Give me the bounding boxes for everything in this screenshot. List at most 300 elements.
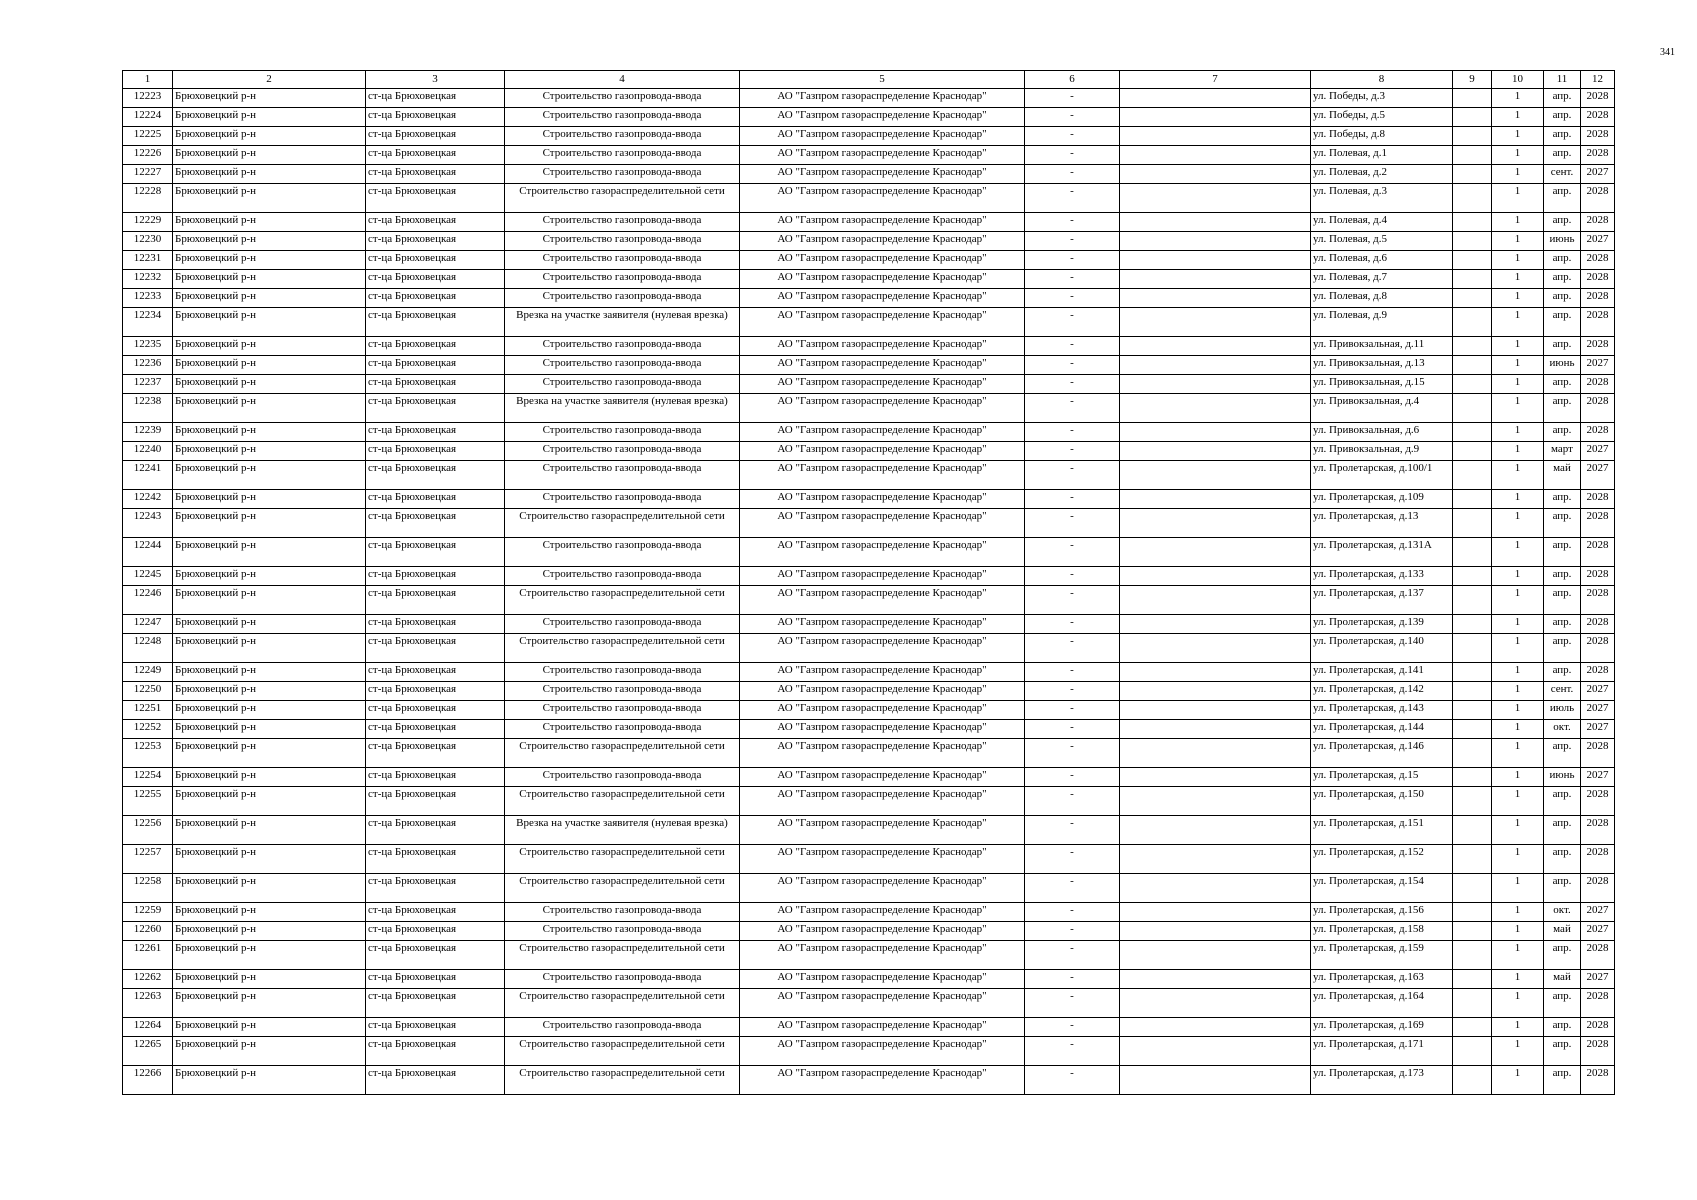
- organization-cell: АО "Газпром газораспределение Краснодар": [740, 615, 1025, 634]
- work-type-cell: Строительство газопровода-ввода: [505, 615, 740, 634]
- table-row: [123, 442, 1615, 461]
- work-type-cell: Строительство газопровода-ввода: [505, 108, 740, 127]
- table-row: [123, 768, 1615, 787]
- month-cell: апр.: [1544, 108, 1581, 127]
- column-6-cell: -: [1025, 461, 1120, 490]
- quantity-cell: 1: [1492, 682, 1544, 701]
- organization-cell: АО "Газпром газораспределение Краснодар": [740, 874, 1025, 903]
- district-cell: Брюховецкий р-н: [173, 922, 366, 941]
- month-cell: май: [1544, 970, 1581, 989]
- column-6-cell: -: [1025, 165, 1120, 184]
- row-number-cell: 12238: [123, 394, 173, 423]
- year-cell: 2028: [1581, 213, 1615, 232]
- year-cell: 2028: [1581, 845, 1615, 874]
- year-cell: 2028: [1581, 538, 1615, 567]
- quantity-cell: 1: [1492, 184, 1544, 213]
- work-type-cell: Врезка на участке заявителя (нулевая врезка): [505, 394, 740, 423]
- quantity-cell: 1: [1492, 108, 1544, 127]
- year-cell: 2027: [1581, 701, 1615, 720]
- quantity-cell: 1: [1492, 394, 1544, 423]
- month-cell: сент.: [1544, 682, 1581, 701]
- column-7-cell: [1120, 394, 1311, 423]
- month-cell: апр.: [1544, 289, 1581, 308]
- year-cell: 2028: [1581, 567, 1615, 586]
- year-cell: 2028: [1581, 874, 1615, 903]
- column-7-cell: [1120, 567, 1311, 586]
- table-row: [123, 816, 1615, 845]
- column-6-cell: -: [1025, 720, 1120, 739]
- quantity-cell: 1: [1492, 165, 1544, 184]
- month-cell: апр.: [1544, 739, 1581, 768]
- address-cell: ул. Пролетарская, д.150: [1311, 787, 1453, 816]
- row-number-cell: 12236: [123, 356, 173, 375]
- work-type-cell: Врезка на участке заявителя (нулевая врезка): [505, 308, 740, 337]
- work-type-cell: Строительство газопровода-ввода: [505, 1018, 740, 1037]
- column-7-cell: [1120, 941, 1311, 970]
- year-cell: 2028: [1581, 941, 1615, 970]
- month-cell: апр.: [1544, 394, 1581, 423]
- data-table: [122, 70, 1615, 1095]
- column-header-6: 6: [1025, 71, 1120, 89]
- row-number-cell: 12239: [123, 423, 173, 442]
- month-cell: июль: [1544, 701, 1581, 720]
- column-9-cell: [1453, 720, 1492, 739]
- address-cell: ул. Полевая, д.9: [1311, 308, 1453, 337]
- table-row: [123, 845, 1615, 874]
- column-7-cell: [1120, 184, 1311, 213]
- year-cell: 2028: [1581, 289, 1615, 308]
- work-type-cell: Строительство газопровода-ввода: [505, 663, 740, 682]
- organization-cell: АО "Газпром газораспределение Краснодар": [740, 970, 1025, 989]
- year-cell: 2027: [1581, 720, 1615, 739]
- work-type-cell: Строительство газопровода-ввода: [505, 213, 740, 232]
- year-cell: 2028: [1581, 184, 1615, 213]
- organization-cell: АО "Газпром газораспределение Краснодар": [740, 146, 1025, 165]
- column-9-cell: [1453, 1066, 1492, 1095]
- column-6-cell: -: [1025, 874, 1120, 903]
- organization-cell: АО "Газпром газораспределение Краснодар": [740, 213, 1025, 232]
- district-cell: Брюховецкий р-н: [173, 461, 366, 490]
- district-cell: Брюховецкий р-н: [173, 213, 366, 232]
- column-6-cell: -: [1025, 251, 1120, 270]
- column-9-cell: [1453, 213, 1492, 232]
- column-6-cell: -: [1025, 787, 1120, 816]
- column-9-cell: [1453, 739, 1492, 768]
- column-9-cell: [1453, 816, 1492, 845]
- organization-cell: АО "Газпром газораспределение Краснодар": [740, 461, 1025, 490]
- row-number-cell: 12225: [123, 127, 173, 146]
- column-9-cell: [1453, 1037, 1492, 1066]
- column-7-cell: [1120, 213, 1311, 232]
- column-6-cell: -: [1025, 989, 1120, 1018]
- column-7-cell: [1120, 615, 1311, 634]
- column-9-cell: [1453, 375, 1492, 394]
- year-cell: 2028: [1581, 337, 1615, 356]
- district-cell: Брюховецкий р-н: [173, 423, 366, 442]
- address-cell: ул. Пролетарская, д.151: [1311, 816, 1453, 845]
- row-number-cell: 12264: [123, 1018, 173, 1037]
- table-row: [123, 89, 1615, 108]
- quantity-cell: 1: [1492, 289, 1544, 308]
- year-cell: 2027: [1581, 768, 1615, 787]
- column-6-cell: -: [1025, 682, 1120, 701]
- district-cell: Брюховецкий р-н: [173, 251, 366, 270]
- table-row: [123, 663, 1615, 682]
- work-type-cell: Строительство газопровода-ввода: [505, 768, 740, 787]
- organization-cell: АО "Газпром газораспределение Краснодар": [740, 251, 1025, 270]
- settlement-cell: ст-ца Брюховецкая: [366, 165, 505, 184]
- organization-cell: АО "Газпром газораспределение Краснодар": [740, 816, 1025, 845]
- work-type-cell: Строительство газопровода-ввода: [505, 538, 740, 567]
- organization-cell: АО "Газпром газораспределение Краснодар": [740, 989, 1025, 1018]
- column-9-cell: [1453, 845, 1492, 874]
- row-number-cell: 12254: [123, 768, 173, 787]
- table-row: [123, 375, 1615, 394]
- column-6-cell: -: [1025, 127, 1120, 146]
- address-cell: ул. Пролетарская, д.158: [1311, 922, 1453, 941]
- column-header-10: 10: [1492, 71, 1544, 89]
- work-type-cell: Строительство газопровода-ввода: [505, 146, 740, 165]
- column-6-cell: -: [1025, 490, 1120, 509]
- organization-cell: АО "Газпром газораспределение Краснодар": [740, 356, 1025, 375]
- settlement-cell: ст-ца Брюховецкая: [366, 509, 505, 538]
- column-header-12: 12: [1581, 71, 1615, 89]
- settlement-cell: ст-ца Брюховецкая: [366, 903, 505, 922]
- column-6-cell: -: [1025, 213, 1120, 232]
- settlement-cell: ст-ца Брюховецкая: [366, 184, 505, 213]
- settlement-cell: ст-ца Брюховецкая: [366, 1037, 505, 1066]
- organization-cell: АО "Газпром газораспределение Краснодар": [740, 720, 1025, 739]
- column-9-cell: [1453, 490, 1492, 509]
- settlement-cell: ст-ца Брюховецкая: [366, 538, 505, 567]
- column-7-cell: [1120, 787, 1311, 816]
- year-cell: 2027: [1581, 356, 1615, 375]
- table-row: [123, 615, 1615, 634]
- row-number-cell: 12261: [123, 941, 173, 970]
- month-cell: май: [1544, 461, 1581, 490]
- column-7-cell: [1120, 461, 1311, 490]
- work-type-cell: Строительство газопровода-ввода: [505, 701, 740, 720]
- district-cell: Брюховецкий р-н: [173, 232, 366, 251]
- column-9-cell: [1453, 989, 1492, 1018]
- district-cell: Брюховецкий р-н: [173, 1037, 366, 1066]
- address-cell: ул. Привокзальная, д.9: [1311, 442, 1453, 461]
- work-type-cell: Строительство газопровода-ввода: [505, 232, 740, 251]
- column-9-cell: [1453, 270, 1492, 289]
- column-7-cell: [1120, 165, 1311, 184]
- row-number-cell: 12259: [123, 903, 173, 922]
- organization-cell: АО "Газпром газораспределение Краснодар": [740, 586, 1025, 615]
- address-cell: ул. Полевая, д.7: [1311, 270, 1453, 289]
- organization-cell: АО "Газпром газораспределение Краснодар": [740, 289, 1025, 308]
- quantity-cell: 1: [1492, 787, 1544, 816]
- month-cell: апр.: [1544, 567, 1581, 586]
- row-number-cell: 12250: [123, 682, 173, 701]
- quantity-cell: 1: [1492, 127, 1544, 146]
- district-cell: Брюховецкий р-н: [173, 615, 366, 634]
- quantity-cell: 1: [1492, 970, 1544, 989]
- month-cell: апр.: [1544, 1066, 1581, 1095]
- work-type-cell: Строительство газораспределительной сети: [505, 1066, 740, 1095]
- column-7-cell: [1120, 586, 1311, 615]
- column-7-cell: [1120, 682, 1311, 701]
- table-row: [123, 682, 1615, 701]
- column-6-cell: -: [1025, 1066, 1120, 1095]
- quantity-cell: 1: [1492, 461, 1544, 490]
- table-row: [123, 270, 1615, 289]
- row-number-cell: 12233: [123, 289, 173, 308]
- column-9-cell: [1453, 586, 1492, 615]
- column-7-cell: [1120, 251, 1311, 270]
- column-9-cell: [1453, 356, 1492, 375]
- column-7-cell: [1120, 232, 1311, 251]
- address-cell: ул. Пролетарская, д.163: [1311, 970, 1453, 989]
- column-9-cell: [1453, 1018, 1492, 1037]
- column-7-cell: [1120, 970, 1311, 989]
- column-9-cell: [1453, 127, 1492, 146]
- column-6-cell: -: [1025, 538, 1120, 567]
- work-type-cell: Строительство газопровода-ввода: [505, 682, 740, 701]
- table-row: [123, 165, 1615, 184]
- table-row: [123, 739, 1615, 768]
- month-cell: апр.: [1544, 127, 1581, 146]
- year-cell: 2028: [1581, 251, 1615, 270]
- settlement-cell: ст-ца Брюховецкая: [366, 146, 505, 165]
- address-cell: ул. Пролетарская, д.154: [1311, 874, 1453, 903]
- table-row: [123, 538, 1615, 567]
- column-7-cell: [1120, 816, 1311, 845]
- table-row: [123, 337, 1615, 356]
- settlement-cell: ст-ца Брюховецкая: [366, 251, 505, 270]
- row-number-cell: 12255: [123, 787, 173, 816]
- column-header-7: 7: [1120, 71, 1311, 89]
- column-9-cell: [1453, 663, 1492, 682]
- work-type-cell: Строительство газопровода-ввода: [505, 127, 740, 146]
- district-cell: Брюховецкий р-н: [173, 490, 366, 509]
- month-cell: июнь: [1544, 232, 1581, 251]
- district-cell: Брюховецкий р-н: [173, 739, 366, 768]
- work-type-cell: Строительство газораспределительной сети: [505, 1037, 740, 1066]
- year-cell: 2027: [1581, 461, 1615, 490]
- month-cell: апр.: [1544, 509, 1581, 538]
- table-row: [123, 490, 1615, 509]
- quantity-cell: 1: [1492, 615, 1544, 634]
- quantity-cell: 1: [1492, 720, 1544, 739]
- settlement-cell: ст-ца Брюховецкая: [366, 213, 505, 232]
- organization-cell: АО "Газпром газораспределение Краснодар": [740, 768, 1025, 787]
- header-row: [123, 71, 1615, 89]
- column-header-9: 9: [1453, 71, 1492, 89]
- column-9-cell: [1453, 768, 1492, 787]
- year-cell: 2028: [1581, 490, 1615, 509]
- table-row: [123, 903, 1615, 922]
- settlement-cell: ст-ца Брюховецкая: [366, 816, 505, 845]
- work-type-cell: Строительство газораспределительной сети: [505, 509, 740, 538]
- column-6-cell: -: [1025, 108, 1120, 127]
- settlement-cell: ст-ца Брюховецкая: [366, 1066, 505, 1095]
- month-cell: апр.: [1544, 308, 1581, 337]
- organization-cell: АО "Газпром газораспределение Краснодар": [740, 184, 1025, 213]
- column-9-cell: [1453, 615, 1492, 634]
- quantity-cell: 1: [1492, 586, 1544, 615]
- row-number-cell: 12265: [123, 1037, 173, 1066]
- column-9-cell: [1453, 701, 1492, 720]
- row-number-cell: 12260: [123, 922, 173, 941]
- district-cell: Брюховецкий р-н: [173, 874, 366, 903]
- row-number-cell: 12251: [123, 701, 173, 720]
- work-type-cell: Строительство газопровода-ввода: [505, 442, 740, 461]
- quantity-cell: 1: [1492, 567, 1544, 586]
- settlement-cell: ст-ца Брюховецкая: [366, 970, 505, 989]
- column-7-cell: [1120, 127, 1311, 146]
- district-cell: Брюховецкий р-н: [173, 970, 366, 989]
- address-cell: ул. Пролетарская, д.143: [1311, 701, 1453, 720]
- year-cell: 2028: [1581, 615, 1615, 634]
- settlement-cell: ст-ца Брюховецкая: [366, 682, 505, 701]
- column-6-cell: -: [1025, 634, 1120, 663]
- table-body: [123, 89, 1615, 1095]
- address-cell: ул. Пролетарская, д.144: [1311, 720, 1453, 739]
- quantity-cell: 1: [1492, 232, 1544, 251]
- column-7-cell: [1120, 989, 1311, 1018]
- table-row: [123, 289, 1615, 308]
- year-cell: 2028: [1581, 663, 1615, 682]
- address-cell: ул. Привокзальная, д.15: [1311, 375, 1453, 394]
- settlement-cell: ст-ца Брюховецкая: [366, 663, 505, 682]
- month-cell: апр.: [1544, 337, 1581, 356]
- district-cell: Брюховецкий р-н: [173, 816, 366, 845]
- month-cell: апр.: [1544, 490, 1581, 509]
- address-cell: ул. Полевая, д.5: [1311, 232, 1453, 251]
- work-type-cell: Строительство газораспределительной сети: [505, 941, 740, 970]
- column-7-cell: [1120, 663, 1311, 682]
- column-9-cell: [1453, 423, 1492, 442]
- month-cell: окт.: [1544, 720, 1581, 739]
- work-type-cell: Строительство газопровода-ввода: [505, 251, 740, 270]
- table-row: [123, 394, 1615, 423]
- column-header-8: 8: [1311, 71, 1453, 89]
- row-number-cell: 12243: [123, 509, 173, 538]
- work-type-cell: Строительство газопровода-ввода: [505, 423, 740, 442]
- organization-cell: АО "Газпром газораспределение Краснодар": [740, 108, 1025, 127]
- quantity-cell: 1: [1492, 308, 1544, 337]
- organization-cell: АО "Газпром газораспределение Краснодар": [740, 490, 1025, 509]
- month-cell: апр.: [1544, 375, 1581, 394]
- district-cell: Брюховецкий р-н: [173, 289, 366, 308]
- quantity-cell: 1: [1492, 874, 1544, 903]
- work-type-cell: Строительство газораспределительной сети: [505, 845, 740, 874]
- district-cell: Брюховецкий р-н: [173, 356, 366, 375]
- organization-cell: АО "Газпром газораспределение Краснодар": [740, 538, 1025, 567]
- work-type-cell: Строительство газопровода-ввода: [505, 922, 740, 941]
- column-6-cell: -: [1025, 423, 1120, 442]
- column-6-cell: -: [1025, 232, 1120, 251]
- organization-cell: АО "Газпром газораспределение Краснодар": [740, 903, 1025, 922]
- organization-cell: АО "Газпром газораспределение Краснодар": [740, 1066, 1025, 1095]
- column-9-cell: [1453, 461, 1492, 490]
- year-cell: 2028: [1581, 816, 1615, 845]
- quantity-cell: 1: [1492, 816, 1544, 845]
- column-7-cell: [1120, 739, 1311, 768]
- month-cell: окт.: [1544, 903, 1581, 922]
- year-cell: 2027: [1581, 232, 1615, 251]
- table-row: [123, 787, 1615, 816]
- table-row: [123, 461, 1615, 490]
- month-cell: июнь: [1544, 768, 1581, 787]
- column-7-cell: [1120, 308, 1311, 337]
- column-6-cell: -: [1025, 394, 1120, 423]
- column-9-cell: [1453, 634, 1492, 663]
- address-cell: ул. Полевая, д.3: [1311, 184, 1453, 213]
- column-6-cell: -: [1025, 375, 1120, 394]
- row-number-cell: 12263: [123, 989, 173, 1018]
- month-cell: апр.: [1544, 270, 1581, 289]
- district-cell: Брюховецкий р-н: [173, 270, 366, 289]
- organization-cell: АО "Газпром газораспределение Краснодар": [740, 922, 1025, 941]
- district-cell: Брюховецкий р-н: [173, 89, 366, 108]
- district-cell: Брюховецкий р-н: [173, 701, 366, 720]
- column-9-cell: [1453, 337, 1492, 356]
- quantity-cell: 1: [1492, 989, 1544, 1018]
- quantity-cell: 1: [1492, 701, 1544, 720]
- column-header-1: 1: [123, 71, 173, 89]
- column-7-cell: [1120, 490, 1311, 509]
- address-cell: ул. Пролетарская, д.164: [1311, 989, 1453, 1018]
- organization-cell: АО "Газпром газораспределение Краснодар": [740, 787, 1025, 816]
- quantity-cell: 1: [1492, 442, 1544, 461]
- quantity-cell: 1: [1492, 538, 1544, 567]
- column-7-cell: [1120, 289, 1311, 308]
- month-cell: апр.: [1544, 1018, 1581, 1037]
- column-6-cell: -: [1025, 739, 1120, 768]
- month-cell: май: [1544, 922, 1581, 941]
- column-9-cell: [1453, 442, 1492, 461]
- work-type-cell: Строительство газораспределительной сети: [505, 739, 740, 768]
- year-cell: 2027: [1581, 922, 1615, 941]
- quantity-cell: 1: [1492, 270, 1544, 289]
- year-cell: 2028: [1581, 108, 1615, 127]
- district-cell: Брюховецкий р-н: [173, 682, 366, 701]
- row-number-cell: 12253: [123, 739, 173, 768]
- address-cell: ул. Пролетарская, д.169: [1311, 1018, 1453, 1037]
- work-type-cell: Строительство газопровода-ввода: [505, 720, 740, 739]
- table-row: [123, 970, 1615, 989]
- settlement-cell: ст-ца Брюховецкая: [366, 634, 505, 663]
- row-number-cell: 12249: [123, 663, 173, 682]
- table-row: [123, 251, 1615, 270]
- quantity-cell: 1: [1492, 1018, 1544, 1037]
- district-cell: Брюховецкий р-н: [173, 337, 366, 356]
- organization-cell: АО "Газпром газораспределение Краснодар": [740, 1018, 1025, 1037]
- district-cell: Брюховецкий р-н: [173, 108, 366, 127]
- settlement-cell: ст-ца Брюховецкая: [366, 720, 505, 739]
- table-row: [123, 586, 1615, 615]
- address-cell: ул. Полевая, д.6: [1311, 251, 1453, 270]
- year-cell: 2028: [1581, 787, 1615, 816]
- column-9-cell: [1453, 108, 1492, 127]
- column-9-cell: [1453, 538, 1492, 567]
- column-6-cell: -: [1025, 567, 1120, 586]
- row-number-cell: 12237: [123, 375, 173, 394]
- column-6-cell: -: [1025, 442, 1120, 461]
- table-row: [123, 941, 1615, 970]
- settlement-cell: ст-ца Брюховецкая: [366, 701, 505, 720]
- row-number-cell: 12257: [123, 845, 173, 874]
- column-6-cell: -: [1025, 941, 1120, 970]
- work-type-cell: Строительство газораспределительной сети: [505, 874, 740, 903]
- column-7-cell: [1120, 423, 1311, 442]
- settlement-cell: ст-ца Брюховецкая: [366, 787, 505, 816]
